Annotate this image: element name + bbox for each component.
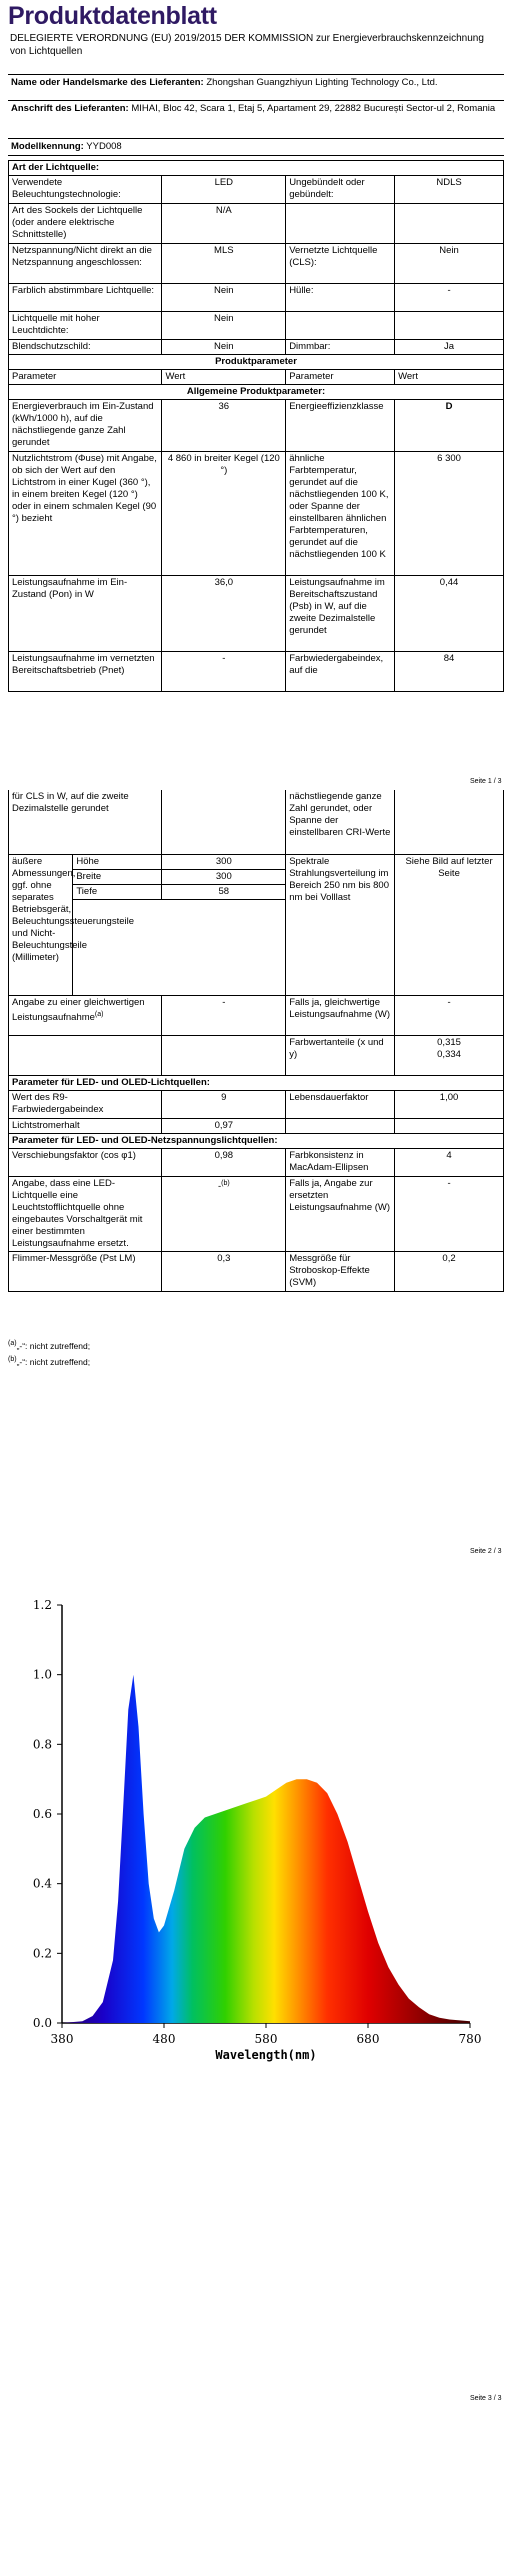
y-tick-label: 0.0 — [32, 2016, 52, 2030]
regulation-reference: DELEGIERTE VERORDNUNG (EU) 2019/2015 DER KOMMISSION zur Energieverbrauchskennzeichnung von Lichtquellen — [10, 33, 484, 57]
luminous-flux-value: 4 860 in breiter Kegel (120 °) — [162, 452, 286, 576]
r9-value: 9 — [162, 1090, 286, 1118]
light-source-value: N/A — [162, 204, 286, 244]
dimension-name: Tiefe — [73, 884, 162, 899]
light-source-value: Nein — [162, 340, 286, 355]
lumen-maintenance-value: 0,97 — [162, 1118, 286, 1133]
light-source-label: Verwendete Beleuchtungstechnologie: — [9, 176, 162, 204]
model-row — [8, 138, 504, 156]
product-params-section: Produktparameter — [9, 355, 504, 370]
light-source-label: Blendschutzschild: — [9, 340, 162, 355]
networked-standby-label-continued: für CLS in W, auf die zweite Dezimalstelle gerundet — [9, 790, 162, 854]
light-source-value — [395, 204, 504, 244]
y-tick-label: 1.2 — [32, 1598, 52, 1612]
light-source-section: Art der Lichtquelle: — [9, 161, 504, 176]
light-source-value: Ja — [395, 340, 504, 355]
light-source-label: Lichtquelle mit hoher Leuchtdichte: — [9, 312, 162, 340]
lumen-maintenance-label: Lichtstromerhalt — [9, 1118, 162, 1133]
model-value: YYD008 — [86, 141, 122, 152]
light-source-value: LED — [162, 176, 286, 204]
r9-label: Wert des R9-Farbwiedergabeindex — [9, 1090, 162, 1118]
page-number: Seite 2 / 3 — [470, 1548, 502, 1555]
y-tick-label: 0.2 — [32, 1946, 52, 1961]
dimension-name: Breite — [73, 869, 162, 884]
address-row — [8, 100, 504, 117]
dimensions-label: äußere Abmessungen, ggf. ohne separates Betriebsgerät, Beleuchtungssteuerungsteile und Nicht-Beleuchtungsteile (Millimeter) — [9, 854, 73, 995]
y-tick-label: 0.4 — [32, 1876, 52, 1891]
survival-factor-value: 1,00 — [395, 1090, 504, 1118]
stroboscopic-label: Messgröße für Stroboskop-Effekte (SVM) — [286, 1251, 395, 1291]
light-source-label: Farblich abstimmbare Lichtquelle: — [9, 284, 162, 312]
lumen-maintenance-spacer — [286, 1118, 395, 1133]
page-number: Seite 1 / 3 — [470, 778, 502, 785]
displacement-factor-value: 0,98 — [162, 1148, 286, 1176]
light-source-label: Vernetzte Lichtquelle (CLS): — [286, 244, 395, 284]
light-source-label: Ungebündelt oder gebündelt: — [286, 176, 395, 204]
spectrum-curve — [62, 1675, 470, 2023]
x-tick-label: 680 — [356, 2032, 380, 2046]
model-label: Modellkennung: — [11, 141, 84, 152]
x-tick-label: 480 — [152, 2032, 176, 2046]
stroboscopic-value: 0,2 — [395, 1251, 504, 1291]
document-title: Produktdatenblatt — [8, 2, 217, 30]
light-source-label: Hülle: — [286, 284, 395, 312]
equivalent-power-case-value: - — [395, 995, 504, 1035]
on-mode-power-value: 36,0 — [162, 576, 286, 652]
supplier-value: Zhongshan Guangzhiyun Lighting Technology Co., Ltd. — [206, 77, 438, 88]
y-tick-label: 0.6 — [32, 1807, 52, 1821]
page-1 — [0, 0, 512, 800]
mains-params-section: Parameter für LED- und OLED-Netzspannungslichtquellen: — [9, 1133, 504, 1148]
retrofit-claim-label: Angabe, dass eine LED-Lichtquelle eine Leuchtstofflichtquelle ohne eingebautes Vorschaltgerät mit einer bestimmten Leistungsaufnahme ersetzt. — [9, 1176, 162, 1251]
cct-label: ähnliche Farbtemperatur, gerundet auf die nächstliegenden 100 K, oder Spanne der einstellbaren ähnlichen Farbtemperaturen, gerundet auf die nächstliegenden 100 K — [286, 452, 395, 576]
retrofit-claim-value: -$^{(b)}$ — [162, 1176, 286, 1251]
light-source-label — [286, 312, 395, 340]
column-header-parameter: Parameter — [9, 370, 162, 385]
dimension-name: Höhe — [73, 854, 162, 869]
light-source-label: Art des Sockels der Lichtquelle (oder andere elektrische Schnittstelle) — [9, 204, 162, 244]
lumen-maintenance-spacer — [395, 1118, 504, 1133]
equivalent-power-case-label: Falls ja, gleichwertige Leistungsaufnahme (W) — [286, 995, 395, 1035]
column-header-value: Wert — [395, 370, 504, 385]
macadam-value: 4 — [395, 1148, 504, 1176]
dimension-spacer — [162, 899, 286, 995]
on-mode-power-label: Leistungsaufnahme im Ein-Zustand (Pon) in W — [9, 576, 162, 652]
x-axis-label: Wavelength(nm) — [215, 2048, 317, 2062]
networked-standby-value: - — [162, 652, 286, 692]
standby-power-label: Leistungsaufnahme im Bereitschaftszustand (Psb) in W, auf die zweite Dezimalstelle gerundet — [286, 576, 395, 652]
spectral-distribution-label: Spektrale Strahlungsverteilung im Bereich 250 nm bis 800 nm bei Volllast — [286, 854, 395, 995]
energy-class-label: Energieeffizienzklasse — [286, 400, 395, 452]
energy-class-value: D — [395, 400, 504, 452]
supplier-label: Name oder Handelsmarke des Lieferanten: — [11, 77, 204, 88]
energy-value: 36 — [162, 400, 286, 452]
displacement-factor-label: Verschiebungsfaktor (cos φ1) — [9, 1148, 162, 1176]
networked-standby-label: Leistungsaufnahme im vernetzten Bereitschaftsbetrieb (Pnet) — [9, 652, 162, 692]
cri-label: Farbwiedergabeindex, auf die — [286, 652, 395, 692]
energy-label: Energieverbrauch im Ein-Zustand (kWh/1000 h), auf die nächstliegende ganze Zahl gerundet — [9, 400, 162, 452]
chromaticity-spacer — [9, 1035, 162, 1075]
light-source-value: MLS — [162, 244, 286, 284]
equivalent-power-label: Angabe zu einer gleichwertigen Leistungsaufnahme$^{(a)}$ — [9, 995, 162, 1035]
light-source-label: Dimmbar: — [286, 340, 395, 355]
light-source-table — [8, 160, 504, 692]
equivalent-power-value: - — [162, 995, 286, 1035]
x-tick-label: 780 — [458, 2032, 482, 2046]
macadam-label: Farbkonsistenz in MacAdam-Ellipsen — [286, 1148, 395, 1176]
retrofit-power-label: Falls ja, Angabe zur ersetzten Leistungsaufnahme (W) — [286, 1176, 395, 1251]
x-tick-label: 380 — [50, 2032, 74, 2046]
light-source-value: - — [395, 284, 504, 312]
supplier-row — [8, 74, 504, 91]
x-tick-label: 580 — [254, 2032, 278, 2046]
cct-value: 6 300 — [395, 452, 504, 576]
cri-label-continued: nächstliegende ganze Zahl gerundet, oder Spanne der einstellbaren CRI-Werte — [286, 790, 395, 854]
flicker-label: Flimmer-Messgröße (Pst LM) — [9, 1251, 162, 1291]
light-source-label: Netzspannung/Nicht direkt an die Netzspannung angeschlossen: — [9, 244, 162, 284]
footnote-b: $^{(b)}$„-“: nicht zutreffend; — [8, 1356, 91, 1367]
spectral-distribution-value: Siehe Bild auf letzter Seite — [395, 854, 504, 995]
product-params-continued-table — [8, 790, 504, 1292]
chromaticity-value: 0,315 0,334 — [395, 1035, 504, 1075]
address-value: MIHAI, Bloc 42, Scara 1, Etaj 5, Apartament 29, 22882 București Sector-ul 2, Romania — [131, 103, 496, 114]
light-source-value: Nein — [395, 244, 504, 284]
y-tick-label: 1.0 — [32, 1667, 52, 1682]
light-source-value — [395, 312, 504, 340]
y-tick-label: 0.8 — [32, 1737, 52, 1752]
address-label: Anschrift des Lieferanten: — [11, 103, 129, 114]
dimension-value: 58 — [162, 884, 286, 899]
led-params-section: Parameter für LED- und OLED-Lichtquellen: — [9, 1075, 504, 1090]
luminous-flux-label: Nutzlichtstrom (Φuse) mit Angabe, ob sich der Wert auf den Lichtstrom in einer Kugel (360 °), in einem breiten Kegel (120 °) oder in einem schmalen Kegel (90 °) bezieht — [9, 452, 162, 576]
footnote-a: $^{(a)}$„-“: nicht zutreffend; — [8, 1340, 91, 1351]
networked-standby-value-continued — [162, 790, 286, 854]
dimension-value: 300 — [162, 854, 286, 869]
page-number: Seite 3 / 3 — [470, 2395, 502, 2402]
column-header-value: Wert — [162, 370, 286, 385]
chromaticity-label: Farbwertanteile (x und y) — [286, 1035, 395, 1075]
cri-value: 84 — [395, 652, 504, 692]
spectral-distribution-chart — [0, 1595, 512, 2125]
page-2 — [0, 790, 512, 1570]
flicker-value: 0,3 — [162, 1251, 286, 1291]
light-source-value: NDLS — [395, 176, 504, 204]
retrofit-power-value: - — [395, 1176, 504, 1251]
column-header-parameter: Parameter — [286, 370, 395, 385]
survival-factor-label: Lebensdauerfaktor — [286, 1090, 395, 1118]
standby-power-value: 0,44 — [395, 576, 504, 652]
cri-value-continued — [395, 790, 504, 854]
chromaticity-spacer — [162, 1035, 286, 1075]
light-source-label — [286, 204, 395, 244]
general-params-section: Allgemeine Produktparameter: — [9, 385, 504, 400]
light-source-value: Nein — [162, 312, 286, 340]
dimension-value: 300 — [162, 869, 286, 884]
light-source-value: Nein — [162, 284, 286, 312]
